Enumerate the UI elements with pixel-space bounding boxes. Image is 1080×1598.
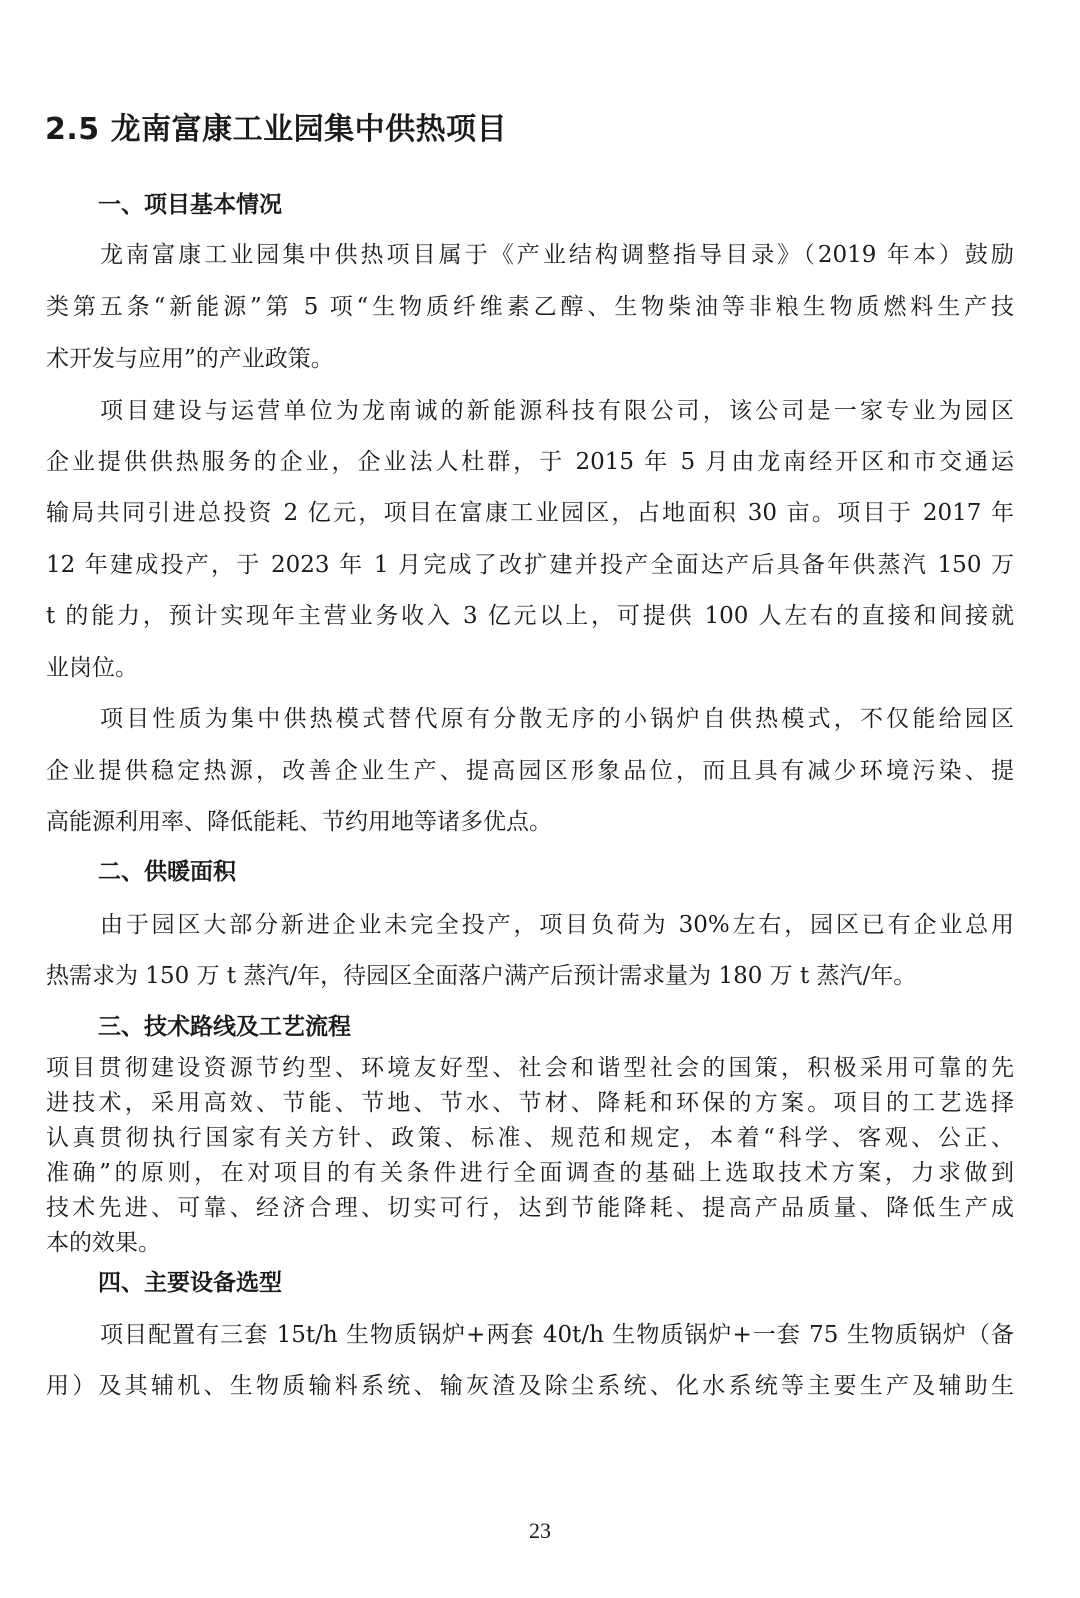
paragraph-line: 由于园区大部分新进企业未完全投产，项目负荷为 30%左右，园区已有企业总用 xyxy=(100,912,1014,938)
paragraph-line: 用）及其辅机、生物质输料系统、输灰渣及除尘系统、化水系统等主要生产及辅助生 xyxy=(46,1373,1014,1399)
paragraph-line: 项目配置有三套 15t/h 生物质锅炉+两套 40t/h 生物质锅炉+一套 75 生物质锅炉（备 xyxy=(100,1322,1014,1348)
paragraph-line: 输局共同引进总投资 2 亿元，项目在富康工业园区，占地面积 30 亩。项目于 2017 年 xyxy=(46,500,1014,526)
paragraph-line: 项目建设与运营单位为龙南诚的新能源科技有限公司，该公司是一家专业为园区 xyxy=(100,398,1014,424)
heading-basic-info: 一、项目基本情况 xyxy=(98,192,282,218)
paragraph-line: 进技术，采用高效、节能、节地、节水、节材、降耗和环保的方案。项目的工艺选择 xyxy=(46,1090,1014,1116)
page-number: 23 xyxy=(529,1518,551,1543)
paragraph-line: 龙南富康工业园集中供热项目属于《产业结构调整指导目录》（2019 年本）鼓励 xyxy=(100,242,1014,268)
paragraph-line: 热需求为 150 万 t 蒸汽/年，待园区全面落户满产后预计需求量为 180 万 t 蒸汽/年。 xyxy=(46,963,917,989)
paragraph-line: 企业提供供热服务的企业，企业法人杜群，于 2015 年 5 月由龙南经开区和市交通运 xyxy=(46,449,1014,475)
heading-technical-route: 三、技术路线及工艺流程 xyxy=(98,1014,351,1040)
heading-heating-area: 二、供暖面积 xyxy=(98,859,236,885)
paragraph-line: 企业提供稳定热源，改善企业生产、提高园区形象品位，而且具有减少环境污染、提 xyxy=(46,758,1014,784)
paragraph-line: 项目性质为集中供热模式替代原有分散无序的小锅炉自供热模式，不仅能给园区 xyxy=(100,706,1014,732)
paragraph-line: 技术先进、可靠、经济合理、切实可行，达到节能降耗、提高产品质量、降低生产成 xyxy=(46,1195,1014,1221)
heading-equipment-selection: 四、主要设备选型 xyxy=(98,1270,282,1296)
section-title: 2.5 龙南富康工业园集中供热项目 xyxy=(45,112,508,147)
paragraph-line: 业岗位。 xyxy=(46,655,138,681)
paragraph-line: 类第五条“新能源”第 5 项“生物质纤维素乙醇、生物柴油等非粮生物质燃料生产技 xyxy=(46,294,1014,320)
paragraph-line: 12 年建成投产，于 2023 年 1 月完成了改扩建并投产全面达产后具备年供蒸汽 150 万 xyxy=(46,552,1014,578)
paragraph-line: t 的能力，预计实现年主营业务收入 3 亿元以上，可提供 100 人左右的直接和间接就 xyxy=(46,603,1014,629)
paragraph-line: 准确”的原则，在对项目的有关条件进行全面调查的基础上选取技术方案，力求做到 xyxy=(46,1160,1014,1186)
paragraph-line: 项目贯彻建设资源节约型、环境友好型、社会和谐型社会的国策，积极采用可靠的先 xyxy=(46,1055,1014,1081)
paragraph-line: 认真贯彻执行国家有关方针、政策、标准、规范和规定，本着“科学、客观、公正、 xyxy=(46,1125,1014,1151)
paragraph-line: 高能源利用率、降低能耗、节约用地等诸多优点。 xyxy=(46,809,552,835)
paragraph-line: 本的效果。 xyxy=(46,1230,161,1256)
paragraph-line: 术开发与应用”的产业政策。 xyxy=(46,346,334,372)
